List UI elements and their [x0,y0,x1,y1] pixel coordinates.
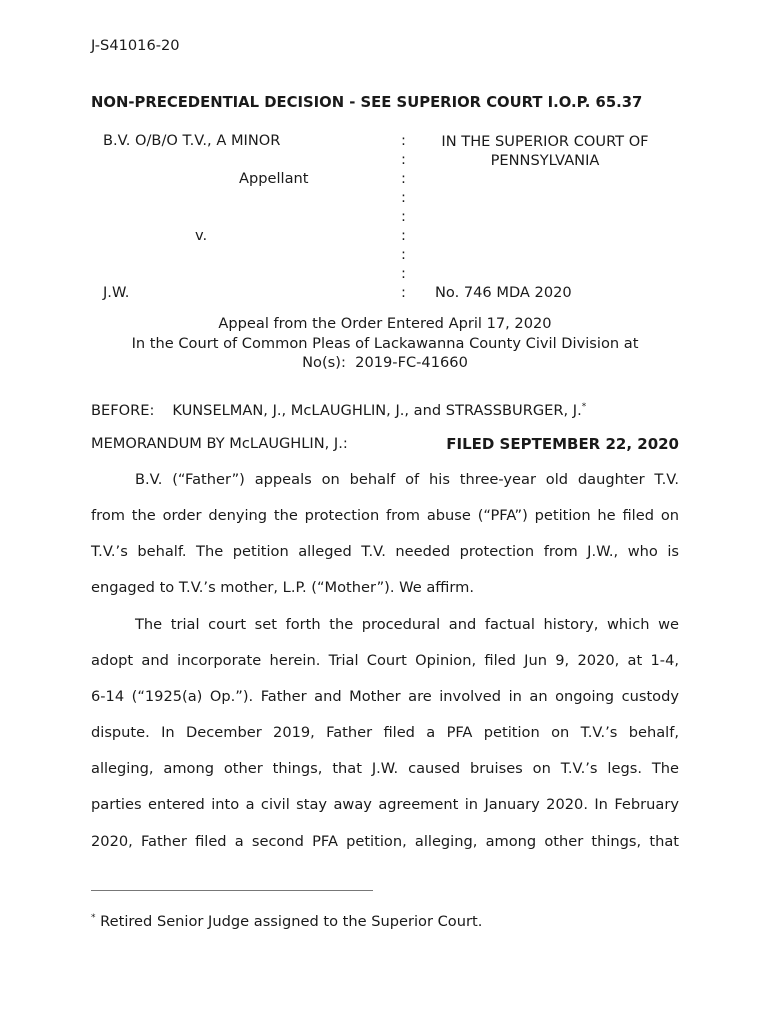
panel-line [91,402,586,419]
party-appellant-name: B.V. O/B/O T.V., A MINOR [103,132,281,149]
footnote-divider [91,890,373,891]
caption-colon: : [401,170,406,187]
footnote-text: Retired Senior Judge assigned to the Superior Court. [100,913,483,930]
paragraph-line: The trial court set forth the procedural and factual history, which we [135,616,679,633]
paragraph-line: from the order denying the protection from abuse (“PFA”) petition he filed on [91,507,679,524]
document-id: J-S41016-20 [91,37,180,54]
appeal-info-line2: In the Court of Common Pleas of Lackawanna County Civil Division at [131,334,639,352]
paragraph-line: alleging, among other things, that J.W. caused bruises on T.V.’s legs. The [91,760,679,777]
paragraph-line: B.V. (“Father”) appeals on behalf of his three-year old daughter T.V. [135,471,679,488]
caption-colon: : [401,227,406,244]
court-name-line1: IN THE SUPERIOR COURT OF [441,133,649,150]
paragraph-line: dispute. In December 2019, Father filed a PFA petition on T.V.’s behalf, [91,724,679,741]
footnote [91,913,482,930]
paragraph-line: parties entered into a civil stay away agreement in January 2020. In February [91,796,679,813]
versus-label: v. [195,227,208,244]
paragraph-line: 2020, Father filed a second PFA petition, alleging, among other things, that [91,833,679,850]
court-name [420,132,670,170]
court-name-line2: PENNSYLVANIA [490,152,600,169]
paragraph-line: 6-14 (“1925(a) Op.”). Father and Mother are involved in an ongoing custody [91,688,679,705]
party-appellee-name: J.W. [103,284,130,301]
caption-colon: : [401,132,406,149]
panel-label: BEFORE: [91,402,155,419]
caption-colon: : [401,246,406,263]
docket-number: No. 746 MDA 2020 [435,284,572,301]
paragraph-line: engaged to T.V.’s mother, L.P. (“Mother”). We affirm. [91,579,474,596]
panel-judges: KUNSELMAN, J., McLAUGHLIN, J., and STRASSBURGER, J. [172,402,582,419]
non-precedential-notice: NON-PRECEDENTIAL DECISION - SEE SUPERIOR COURT I.O.P. 65.37 [91,94,643,111]
caption-colon: : [401,189,406,206]
appeal-info [91,314,679,373]
filed-date: FILED SEPTEMBER 22, 2020 [446,435,679,453]
paragraph-line: T.V.’s behalf. The petition alleged T.V. needed protection from J.W., who is [91,543,679,560]
party-appellant-role: Appellant [239,170,309,187]
caption-colon: : [401,265,406,282]
footnote-marker: * [581,402,587,412]
caption-colon: : [401,208,406,225]
appeal-info-line3: No(s): 2019-FC-41660 [302,354,468,371]
memorandum-author: MEMORANDUM BY McLAUGHLIN, J.: [91,435,348,452]
caption-colon: : [401,151,406,168]
appeal-info-line1: Appeal from the Order Entered April 17, 2020 [218,315,552,332]
paragraph-line: adopt and incorporate herein. Trial Court Opinion, filed Jun 9, 2020, at 1-4, [91,652,679,669]
caption-colon: : [401,284,406,301]
footnote-mark: * [91,913,96,923]
